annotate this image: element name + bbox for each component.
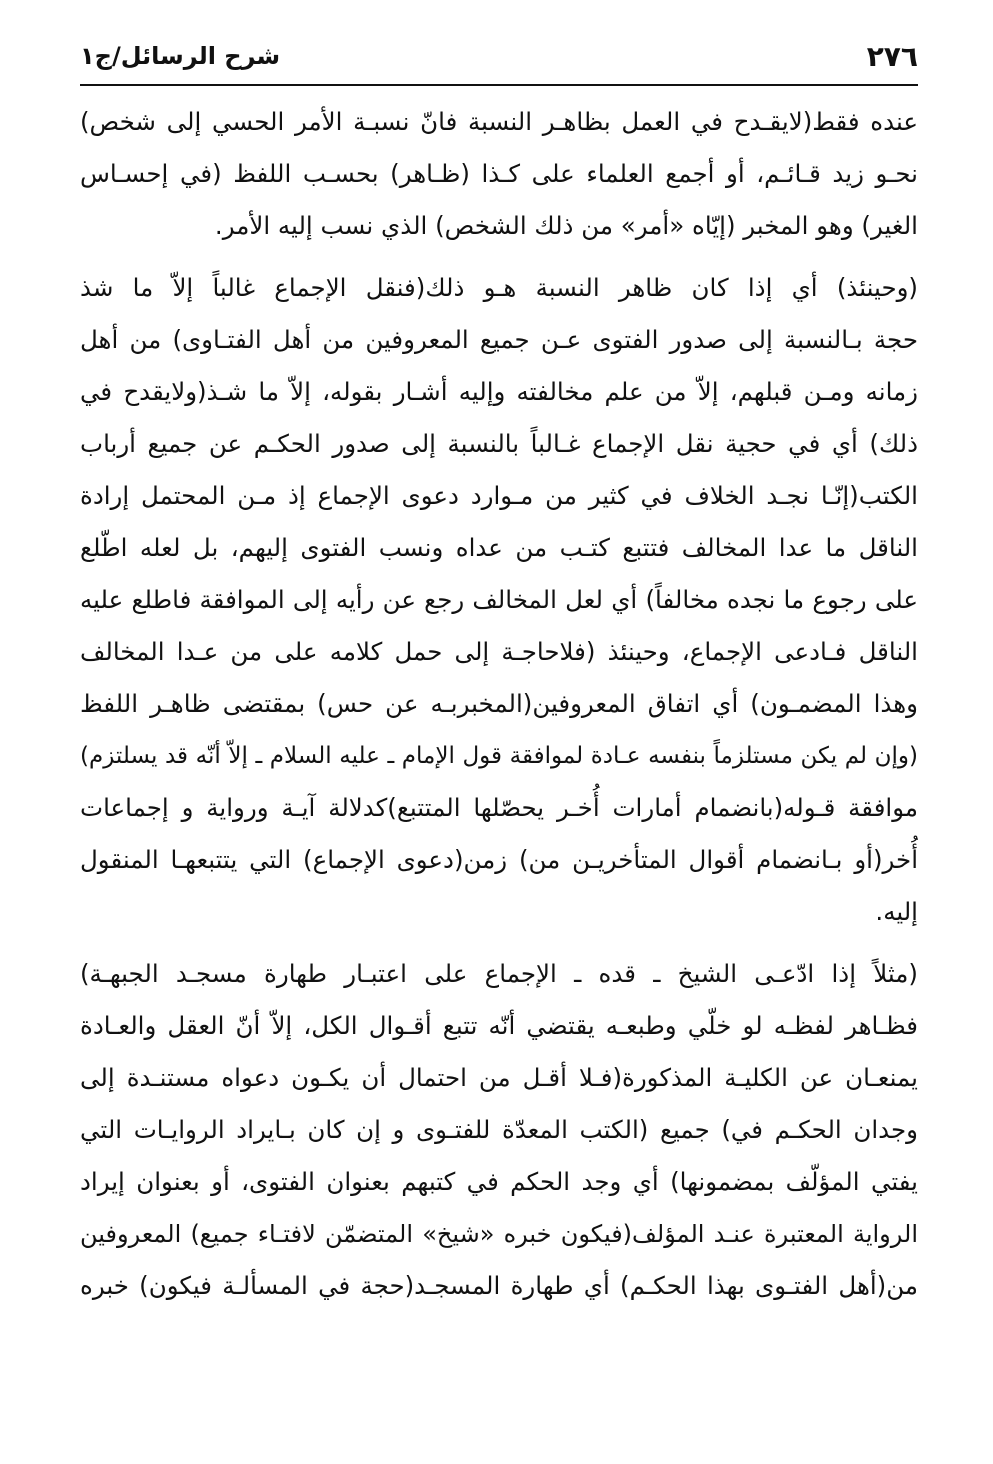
text-line: من(أهل الفتـوى بهذا الحكـم) أي طهارة المسجـد(حجة في المسألـة فيكون) خبره <box>80 1271 918 1300</box>
text-line: زمانه ومـن قبلهم، إلاّ من علم مخالفته وإليه أشـار بقوله، إلاّ ما شـذ(ولايقدح في <box>80 377 918 406</box>
text-line: الناقل ما عدا المخالف فتتبع كتـب من عداه ونسب الفتوى إليهم، بل لعله اطّلع <box>80 533 918 562</box>
text-line: الناقل فـادعى الإجماع، وحينئذ (فلاحاجـة إلى حمل كلامه على من عـدا المخالف <box>80 637 918 666</box>
text-line: يمنعـان عن الكليـة المذكورة(فـلا أقـل من احتمال أن يكـون دعواه مستنـدة إلى <box>80 1063 918 1092</box>
text-line: (مثلاً إذا ادّعـى الشيخ ـ قده ـ الإجماع على اعتبـار طهارة مسجـد الجبهـة) <box>80 959 918 988</box>
running-title: شرح الرسائل/ج١ <box>80 42 281 70</box>
text-line: على رجوع ما نجده مخالفاً) أي لعل المخالف رجع عن رأيه إلى الموافقة فاطلع عليه <box>80 585 918 614</box>
text-line: حجة بـالنسبة إلى صدور الفتوى عـن جميع المعروفين من أهل الفتـاوى) من أهل <box>80 325 918 354</box>
text-line: أُخر(أو بـانضمام أقوال المتأخريـن من) زمن(دعوى الإجماع) التي يتتبعهـا المنقول <box>80 845 918 874</box>
paragraph <box>80 948 918 1312</box>
text-line: وجدان الحكـم في) جميع (الكتب المعدّة للفتـوى و إن كان بـايراد الروايـات التي <box>80 1115 918 1144</box>
body-text <box>80 96 918 1312</box>
text-line: (وحينئذ) أي إذا كان ظاهر النسبة هـو ذلك(فنقل الإجماع غالباً إلاّ ما شذ <box>80 273 918 302</box>
text-line: الغير) وهو المخبر (إيّاه «أمر» من ذلك الشخص) الذي نسب إليه الأمر. <box>214 211 918 240</box>
text-line: موافقة قـوله(بانضمام أمارات أُخـر يحصّلها المتتبع)كدلالة آيـة ورواية و إجماعات <box>80 793 918 822</box>
text-line: نحـو زيد قـائـم، أو أجمع العلماء على كـذا (ظـاهر) بحسـب اللفظ (في إحسـاس <box>80 159 918 188</box>
text-line: يفتي المؤلّف بمضمونها) أي وجد الحكم في كتبهم بعنوان الفتوى، أو بعنوان إيراد <box>80 1167 918 1196</box>
text-line: (وإن لم يكن مستلزماً بنفسه عـادة لموافقة قول الإمام ـ عليه السلام ـ إلاّ أنّه قد يسلتزم) <box>80 743 918 769</box>
paragraph <box>80 262 918 938</box>
paragraph <box>80 96 918 252</box>
page-number: ٢٧٦ <box>866 40 918 73</box>
text-line: فظـاهر لفظـه لو خلّي وطبعـه يقتضي أنّه تتبع أقـوال الكل، إلاّ أنّ العقل والعـادة <box>80 1011 918 1040</box>
text-line: ذلك) أي في حجية نقل الإجماع غـالباً بالنسبة إلى صدور الحكـم عن جميع أرباب <box>80 429 918 458</box>
book-page <box>80 40 918 1312</box>
page-header <box>80 40 918 86</box>
text-line: إليه. <box>875 897 918 926</box>
text-line: الكتب(إنّـا نجـد الخلاف في كثير من مـوارد دعوى الإجماع إذ مـن المحتمل إرادة <box>80 481 918 510</box>
text-line: الرواية المعتبرة عنـد المؤلف(فيكون خبره «شيخ» المتضمّن لافتـاء جميع) المعروفين <box>80 1220 918 1248</box>
text-line: عنده فقط(لايقـدح في العمل بظاهـر النسبة فانّ نسبـة الأمر الحسي إلى شخص) <box>80 107 918 136</box>
text-line: وهذا المضمـون) أي اتفاق المعروفين(المخبربـه عن حس) بمقتضى ظاهـر اللفظ <box>80 689 918 718</box>
